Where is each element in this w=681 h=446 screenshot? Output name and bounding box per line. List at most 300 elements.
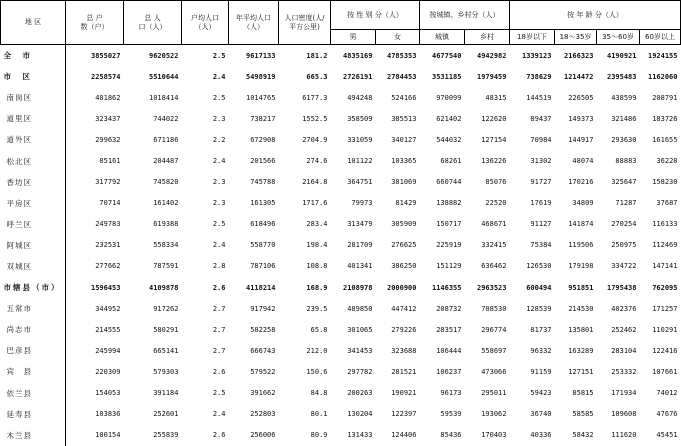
data-cell[interactable]: 80.9 [310,431,328,440]
data-cell[interactable]: 331059 [347,135,373,144]
data-cell[interactable]: 2000900 [386,283,417,292]
data-cell[interactable]: 665141 [153,346,179,355]
data-cell[interactable]: 252462 [611,325,637,334]
data-cell[interactable]: 2.6 [212,367,226,376]
data-cell[interactable]: 2.7 [212,346,226,355]
data-cell[interactable]: 103365 [391,157,417,166]
data-cell[interactable]: 249783 [95,220,121,229]
data-cell[interactable]: 621402 [436,114,462,123]
region-name-cell[interactable]: 香坊区 [1,172,66,193]
data-cell[interactable]: 270254 [611,220,637,229]
data-cell[interactable]: 1162060 [647,72,678,81]
data-cell[interactable]: 299632 [95,135,121,144]
table-row [1,404,681,425]
region-name-cell[interactable]: 尚志市 [1,319,66,340]
data-cell[interactable]: 144917 [568,135,594,144]
data-cell[interactable]: 279226 [391,325,417,334]
table-row [1,256,681,277]
header-avg-annual-pop: 年平均人口 （人） [229,1,279,45]
data-cell[interactable]: 130204 [347,410,373,419]
data-cell[interactable]: 9620522 [148,51,179,60]
data-cell[interactable]: 1924155 [647,51,678,60]
region-name-cell[interactable]: 市 区 [1,66,66,87]
data-cell[interactable]: 136226 [481,157,507,166]
data-cell[interactable]: 2.6 [212,431,226,440]
data-cell[interactable]: 358509 [347,114,373,123]
data-cell[interactable]: 579303 [153,367,179,376]
data-cell[interactable]: 4190921 [606,51,637,60]
data-cell[interactable]: 161402 [153,199,179,208]
data-cell[interactable]: 183726 [652,114,678,123]
data-cell[interactable]: 313479 [347,220,373,229]
data-cell[interactable]: 126530 [526,262,552,271]
data-cell[interactable]: 150717 [436,220,462,229]
data-cell[interactable]: 787591 [153,262,179,271]
data-cell[interactable]: 619388 [153,220,179,229]
data-cell[interactable]: 110291 [652,325,678,334]
data-cell[interactable]: 281709 [347,241,373,250]
data-cell[interactable]: 636462 [481,262,507,271]
data-cell[interactable]: 4677540 [431,51,462,60]
data-cell[interactable]: 738629 [526,72,552,81]
data-cell[interactable]: 36740 [530,410,552,419]
table-row [1,129,681,150]
data-cell[interactable]: 2.2 [212,135,226,144]
data-cell[interactable]: 128539 [526,304,552,313]
data-cell[interactable]: 558334 [153,241,179,250]
data-cell[interactable]: 127151 [568,367,594,376]
data-cell[interactable]: 917262 [153,304,179,313]
data-cell[interactable]: 89437 [530,114,552,123]
data-cell[interactable]: 170216 [568,178,594,187]
data-cell[interactable]: 158230 [652,178,678,187]
data-cell[interactable]: 2395483 [606,72,637,81]
data-cell[interactable]: 200263 [347,389,373,398]
data-cell[interactable]: 2.6 [212,283,226,292]
data-cell[interactable]: 91127 [530,220,552,229]
data-cell[interactable]: 208791 [652,93,678,102]
data-cell[interactable]: 141874 [568,220,594,229]
region-name-cell[interactable]: 道里区 [1,108,66,129]
header-age-18-35: 18～35岁 [555,30,597,45]
header-age-over-60: 60岁以上 [640,30,681,45]
data-cell[interactable]: 75384 [530,241,552,250]
data-cell[interactable]: 1339123 [521,51,552,60]
table-row [1,277,681,298]
data-cell[interactable]: 2.7 [212,325,226,334]
data-cell[interactable]: 2.5 [212,93,226,102]
region-name-cell[interactable]: 市辖县（市） [1,277,66,298]
data-cell[interactable]: 214555 [95,325,121,334]
data-cell[interactable]: 2.8 [212,262,226,271]
data-cell[interactable]: 341453 [347,346,373,355]
data-cell[interactable]: 239.5 [306,304,328,313]
data-cell[interactable]: 163289 [568,346,594,355]
data-cell[interactable]: 48315 [485,93,507,102]
table-row [1,150,681,171]
data-cell[interactable]: 5510644 [148,72,179,81]
data-cell[interactable]: 600494 [526,283,552,292]
region-name-cell[interactable]: 巴彦县 [1,340,66,361]
data-cell[interactable]: 170403 [481,431,507,440]
data-cell[interactable]: 103836 [95,410,121,419]
data-cell[interactable]: 106444 [436,346,462,355]
table-row [1,66,681,87]
data-cell[interactable]: 17619 [530,199,552,208]
data-cell[interactable]: 4942982 [476,51,507,60]
data-cell[interactable]: 391184 [153,389,179,398]
data-cell[interactable]: 323688 [391,346,417,355]
data-cell[interactable]: 297782 [347,367,373,376]
data-cell[interactable]: 109608 [611,410,637,419]
data-cell[interactable]: 96173 [440,389,462,398]
data-cell[interactable]: 85161 [99,157,121,166]
data-cell[interactable]: 2.5 [212,220,226,229]
data-cell[interactable]: 2.5 [212,51,226,60]
data-cell[interactable]: 220309 [95,367,121,376]
data-cell[interactable]: 70984 [530,135,552,144]
data-cell[interactable]: 81737 [530,325,552,334]
data-cell[interactable]: 111620 [611,431,637,440]
data-cell[interactable]: 738217 [250,114,276,123]
data-cell[interactable]: 250975 [611,241,637,250]
data-cell[interactable]: 149373 [568,114,594,123]
data-cell[interactable]: 59423 [530,389,552,398]
region-name-cell[interactable]: 松北区 [1,150,66,171]
data-cell[interactable]: 9617133 [245,51,276,60]
data-cell[interactable]: 36228 [656,157,678,166]
data-cell[interactable]: 2.4 [212,410,226,419]
data-cell[interactable]: 47676 [656,410,678,419]
data-cell[interactable]: 79973 [351,199,373,208]
data-cell[interactable]: 473066 [481,367,507,376]
data-cell[interactable]: 4835169 [342,51,373,60]
data-cell[interactable]: 255839 [153,431,179,440]
data-cell[interactable]: 91159 [530,367,552,376]
data-cell[interactable]: 85076 [485,178,507,187]
data-cell[interactable]: 101122 [347,157,373,166]
data-cell[interactable]: 660744 [436,178,462,187]
data-cell[interactable]: 81429 [395,199,417,208]
data-cell[interactable]: 344952 [95,304,121,313]
table-body [1,45,681,446]
region-name-cell[interactable]: 平房区 [1,193,66,214]
data-cell[interactable]: 3855027 [90,51,121,60]
data-cell[interactable]: 274.6 [306,157,328,166]
data-cell[interactable]: 2.4 [212,241,226,250]
data-cell[interactable]: 252803 [250,410,276,419]
data-cell[interactable]: 106237 [436,367,462,376]
data-cell[interactable]: 2726191 [342,72,373,81]
data-cell[interactable]: 2.7 [212,304,226,313]
data-cell[interactable]: 708530 [481,304,507,313]
header-density: 人口密度(人/ 平方公里) [279,1,331,45]
data-cell[interactable]: 544032 [436,135,462,144]
header-population: 总 人 口（人） [124,1,182,45]
data-cell[interactable]: 214530 [568,304,594,313]
header-households: 总 户 数（户） [66,1,124,45]
data-cell[interactable]: 256006 [250,431,276,440]
data-cell[interactable]: 1014765 [245,93,276,102]
data-cell[interactable]: 666743 [250,346,276,355]
data-cell[interactable]: 665.3 [306,72,328,81]
data-cell[interactable]: 84.8 [310,389,328,398]
data-cell[interactable]: 85436 [440,431,462,440]
region-name-cell[interactable]: 五常市 [1,298,66,319]
table-row [1,108,681,129]
header-avg-household: 户均人口 （人） [182,1,229,45]
data-cell[interactable]: 438599 [611,93,637,102]
header-age-35-60: 35～60岁 [597,30,640,45]
data-cell[interactable]: 22520 [485,199,507,208]
data-cell[interactable]: 58432 [572,431,594,440]
data-cell[interactable]: 447412 [391,304,417,313]
data-cell[interactable]: 68261 [440,157,462,166]
data-cell[interactable]: 245994 [95,346,121,355]
data-cell[interactable]: 2.3 [212,178,226,187]
data-cell[interactable]: 135801 [568,325,594,334]
header-male: 男 [331,30,376,45]
data-cell[interactable]: 277662 [95,262,121,271]
data-cell[interactable]: 402376 [611,304,637,313]
data-cell[interactable]: 6177.3 [302,93,328,102]
data-cell[interactable]: 1214472 [563,72,594,81]
header-female: 女 [376,30,420,45]
data-cell[interactable]: 154053 [95,389,121,398]
data-cell[interactable]: 364751 [347,178,373,187]
data-cell[interactable]: 70714 [99,199,121,208]
data-cell[interactable]: 401862 [95,93,121,102]
region-name-cell[interactable]: 阿城区 [1,235,66,256]
region-name-cell[interactable]: 道外区 [1,129,66,150]
data-cell[interactable]: 193062 [481,410,507,419]
data-cell[interactable]: 468671 [481,220,507,229]
region-name-cell[interactable]: 延寿县 [1,404,66,425]
data-cell[interactable]: 31302 [530,157,552,166]
data-cell[interactable]: 131433 [347,431,373,440]
table-row [1,45,681,67]
data-cell[interactable]: 108.8 [306,262,328,271]
data-cell[interactable]: 325647 [611,178,637,187]
table-row [1,383,681,404]
data-cell[interactable]: 1795438 [606,283,637,292]
data-cell[interactable]: 253332 [611,367,637,376]
data-cell[interactable]: 212.0 [306,346,328,355]
data-cell[interactable]: 305909 [391,220,417,229]
data-cell[interactable]: 252601 [153,410,179,419]
data-cell[interactable]: 3531185 [431,72,462,81]
region-name-cell[interactable]: 宾 县 [1,361,66,382]
data-cell[interactable]: 558697 [481,346,507,355]
data-cell[interactable]: 381069 [391,178,417,187]
data-cell[interactable]: 124406 [391,431,417,440]
data-cell[interactable]: 386250 [391,262,417,271]
data-cell[interactable]: 161655 [652,135,678,144]
data-cell[interactable]: 283.4 [306,220,328,229]
data-cell[interactable]: 558770 [250,241,276,250]
header-urban: 城镇 [420,30,465,45]
data-cell[interactable]: 334722 [611,262,637,271]
data-cell[interactable]: 332415 [481,241,507,250]
data-cell[interactable]: 582258 [250,325,276,334]
data-cell[interactable]: 2258574 [90,72,121,81]
data-cell[interactable]: 122416 [652,346,678,355]
data-cell[interactable]: 4785353 [386,51,417,60]
data-cell[interactable]: 1552.5 [302,114,328,123]
data-cell[interactable]: 296774 [481,325,507,334]
data-cell[interactable]: 34809 [572,199,594,208]
data-cell[interactable]: 489850 [347,304,373,313]
data-cell[interactable]: 48074 [572,157,594,166]
data-cell[interactable]: 671186 [153,135,179,144]
data-cell[interactable]: 96332 [530,346,552,355]
data-cell[interactable]: 391662 [250,389,276,398]
data-cell[interactable]: 88883 [615,157,637,166]
data-cell[interactable]: 385513 [391,114,417,123]
data-cell[interactable]: 179198 [568,262,594,271]
region-name-cell[interactable]: 南岗区 [1,87,66,108]
data-cell[interactable]: 91727 [530,178,552,187]
data-cell[interactable]: 524166 [391,93,417,102]
data-cell[interactable]: 1596453 [90,283,121,292]
region-name-cell[interactable]: 全 市 [1,45,66,67]
data-cell[interactable]: 618496 [250,220,276,229]
data-cell[interactable]: 1717.6 [302,199,328,208]
data-cell[interactable]: 226505 [568,93,594,102]
data-cell[interactable]: 181.2 [306,51,328,60]
data-cell[interactable]: 317792 [95,178,121,187]
table-row [1,340,681,361]
data-cell[interactable]: 293630 [611,135,637,144]
data-cell[interactable]: 171934 [611,389,637,398]
data-cell[interactable]: 151129 [436,262,462,271]
data-cell[interactable]: 281521 [391,367,417,376]
data-cell[interactable]: 1979459 [476,72,507,81]
data-cell[interactable]: 168.9 [306,283,328,292]
data-cell[interactable]: 283517 [436,325,462,334]
data-cell[interactable]: 232531 [95,241,121,250]
table-row [1,298,681,319]
data-cell[interactable]: 1018414 [148,93,179,102]
table-row [1,87,681,108]
data-cell[interactable]: 2784453 [386,72,417,81]
data-cell[interactable]: 80.1 [310,410,328,419]
data-cell[interactable]: 2.5 [212,389,226,398]
data-cell[interactable]: 4118214 [245,283,276,292]
data-cell[interactable]: 65.8 [310,325,328,334]
table-row [1,361,681,382]
data-cell[interactable]: 144519 [526,93,552,102]
data-cell[interactable]: 340127 [391,135,417,144]
data-cell[interactable]: 138882 [436,199,462,208]
data-cell[interactable]: 204487 [153,157,179,166]
data-cell[interactable]: 5498919 [245,72,276,81]
data-cell[interactable]: 198.4 [306,241,328,250]
data-cell[interactable]: 951851 [568,283,594,292]
data-cell[interactable]: 2.4 [212,157,226,166]
data-cell[interactable]: 2164.8 [302,178,328,187]
table-row [1,319,681,340]
data-cell[interactable]: 2704.9 [302,135,328,144]
data-cell[interactable]: 40336 [530,431,552,440]
data-cell[interactable]: 2963523 [476,283,507,292]
data-cell[interactable]: 323437 [95,114,121,123]
data-cell[interactable]: 100154 [95,431,121,440]
data-cell[interactable]: 85815 [572,389,594,398]
data-cell[interactable]: 579522 [250,367,276,376]
data-cell[interactable]: 59539 [440,410,462,419]
header-by-urban-rural: 按城镇、乡村分（人） [420,1,510,30]
data-cell[interactable]: 4109878 [148,283,179,292]
data-cell[interactable]: 276625 [391,241,417,250]
data-cell[interactable]: 74012 [656,389,678,398]
data-cell[interactable]: 970099 [436,93,462,102]
data-cell[interactable]: 201566 [250,157,276,166]
data-cell[interactable]: 745788 [250,178,276,187]
data-cell[interactable]: 122397 [391,410,417,419]
data-cell[interactable]: 161305 [250,199,276,208]
data-cell[interactable]: 147141 [652,262,678,271]
header-rural: 乡村 [465,30,510,45]
table-row [1,172,681,193]
data-cell[interactable]: 150.6 [306,367,328,376]
data-cell[interactable]: 2166323 [563,51,594,60]
header-by-age: 按 年 龄 分（人） [510,1,681,30]
data-cell[interactable]: 71287 [615,199,637,208]
data-cell[interactable]: 787106 [250,262,276,271]
data-cell[interactable]: 116133 [652,220,678,229]
data-cell[interactable]: 321486 [611,114,637,123]
data-cell[interactable]: 295011 [481,389,507,398]
data-cell[interactable]: 119506 [568,241,594,250]
data-cell[interactable]: 127154 [481,135,507,144]
data-cell[interactable]: 2.3 [212,114,226,123]
data-cell[interactable]: 2108978 [342,283,373,292]
data-cell[interactable]: 37687 [656,199,678,208]
data-cell[interactable]: 208732 [436,304,462,313]
header-region: 地 区 [1,1,66,45]
data-cell[interactable]: 2.4 [212,72,226,81]
data-cell[interactable]: 745820 [153,178,179,187]
data-cell[interactable]: 58585 [572,410,594,419]
data-cell[interactable]: 190921 [391,389,417,398]
table-row [1,425,681,446]
data-cell[interactable]: 917942 [250,304,276,313]
data-cell[interactable]: 1146355 [431,283,462,292]
data-cell[interactable]: 122620 [481,114,507,123]
data-cell[interactable]: 301065 [347,325,373,334]
header-age-under-18: 18岁以下 [510,30,555,45]
data-cell[interactable]: 672908 [250,135,276,144]
data-cell[interactable]: 762095 [652,283,678,292]
data-cell[interactable]: 171257 [652,304,678,313]
region-name-cell[interactable]: 木兰县 [1,425,66,446]
region-name-cell[interactable]: 双城区 [1,256,66,277]
data-cell[interactable]: 744022 [153,114,179,123]
data-cell[interactable]: 225919 [436,241,462,250]
region-name-cell[interactable]: 依兰县 [1,383,66,404]
region-name-cell[interactable]: 呼兰区 [1,214,66,235]
header-by-sex: 按 性 别 分（人） [331,1,420,30]
data-cell[interactable]: 107661 [652,367,678,376]
data-cell[interactable]: 112469 [652,241,678,250]
data-cell[interactable]: 494248 [347,93,373,102]
data-cell[interactable]: 2.3 [212,199,226,208]
data-cell[interactable]: 401341 [347,262,373,271]
data-cell[interactable]: 580291 [153,325,179,334]
data-cell[interactable]: 45451 [656,431,678,440]
data-cell[interactable]: 283104 [611,346,637,355]
